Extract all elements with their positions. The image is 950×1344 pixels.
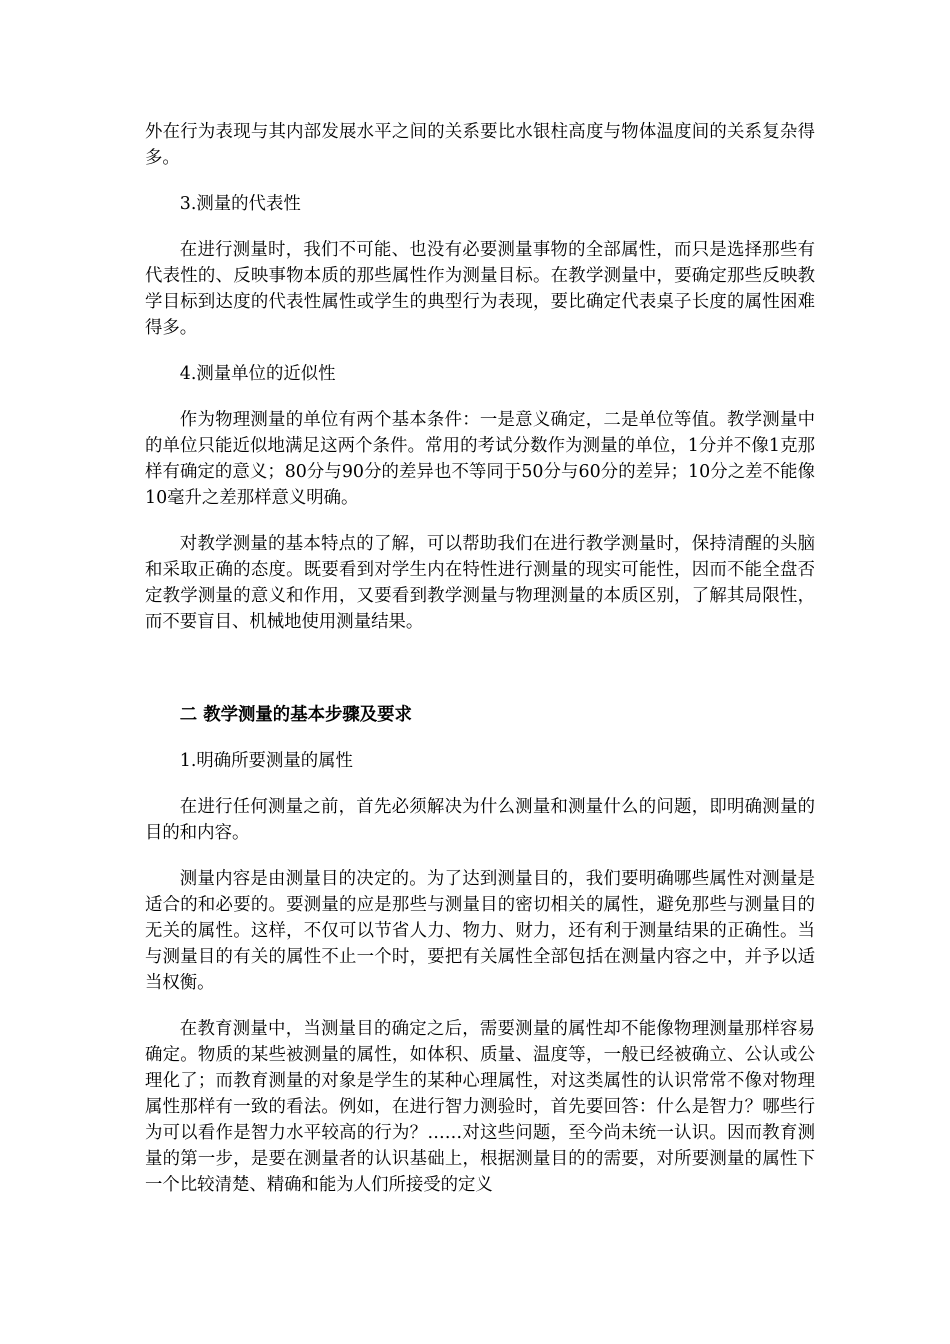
paragraph-purpose-content: 在进行任何测量之前，首先必须解决为什么测量和测量什么的问题，即明确测量的目的和内容。 [145,797,815,843]
paragraph-summary: 对教学测量的基本特点的了解，可以帮助我们在进行教学测量时，保持清醒的头脑和采取正确的态度。既要看到对学生内在特性进行测量的现实可能性，因而不能全盘否定教学测量的意义和作用，又要看到教学测量与物理测量的本质区别，了解其局限性，而不要盲目、机械地使用测量结果。 [145,534,815,632]
subheading-representativeness: 3.测量的代表性 [179,194,301,214]
subheading-define-attributes: 1.明确所要测量的属性 [179,751,353,771]
paragraph-content-determined: 测量内容是由测量目的决定的。为了达到测量目的，我们要明确哪些属性对测量是适合的和必要的。要测量的应是那些与测量目的密切相关的属性，避免那些与测量目的无关的属性。这样，不仅可以节省人力、物力、财力，还有利于测量结果的正确性。当与测量目的有关的属性不止一个时，要把有关属性全部包括在测量内容之中，并予以适当权衡。 [145,869,815,993]
paragraph-representativeness: 在进行测量时，我们不可能、也没有必要测量事物的全部属性，而只是选择那些有代表性的、反映事物本质的那些属性作为测量目标。在教学测量中，要确定那些反映教学目标到达度的代表性属性或学生的典型行为表现，要比确定代表桌子长度的属性困难得多。 [145,240,815,338]
section-heading-2: 二 教学测量的基本步骤及要求 [179,705,412,725]
paragraph-continued: 外在行为表现与其内部发展水平之间的关系要比水银柱高度与物体温度间的关系复杂得多。 [145,122,815,168]
subheading-unit-approximation: 4.测量单位的近似性 [179,364,336,384]
document-body [145,119,815,1198]
paragraph-unit-approximation: 作为物理测量的单位有两个基本条件：一是意义确定，二是单位等值。教学测量中的单位只能近似地满足这两个条件。常用的考试分数作为测量的单位，1分并不像1克那样有确定的意义；80分与90分的差异也不等同于50分与60分的差异；10分之差不能像10毫升之差那样意义明确。 [145,410,815,508]
paragraph-education-measurement: 在教育测量中，当测量目的确定之后，需要测量的属性却不能像物理测量那样容易确定。物质的某些被测量的属性，如体积、质量、温度等，一般已经被确立、公认或公理化了；而教育测量的对象是学生的某种心理属性，对这类属性的认识常常不像对物理属性那样有一致的看法。例如，在进行智力测验时，首先要回答：什么是智力？哪些行为可以看作是智力水平较高的行为？……对这些问题，至今尚未统一认识。因而教育测量的第一步，是要在测量者的认识基础上，根据测量目的的需要，对所要测量的属性下一个比较清楚、精确和能为人们所接受的定义 [145,1019,815,1195]
